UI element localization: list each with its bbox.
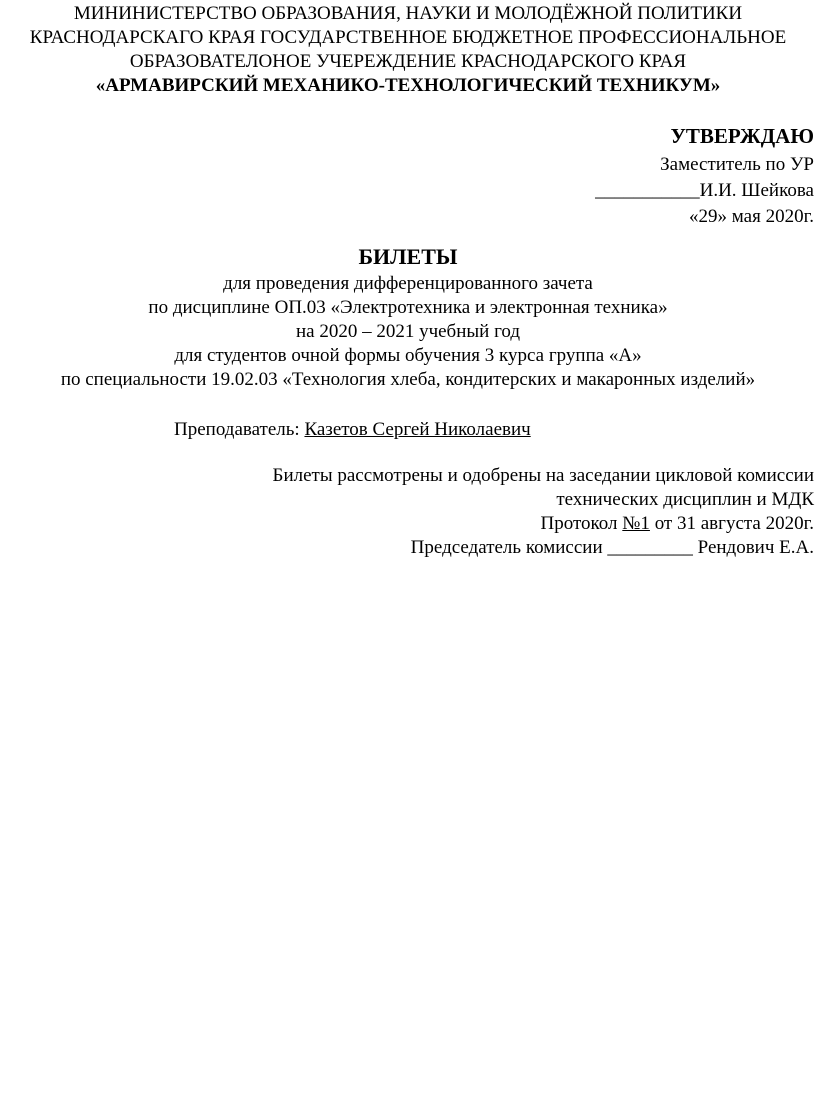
teacher-line xyxy=(174,418,531,442)
review-chairman: Председатель комиссии _________ Рендович Е.А. xyxy=(410,537,814,558)
header-college-name: «АРМАВИРСКИЙ МЕХАНИКО-ТЕХНОЛОГИЧЕСКИЙ ТЕХНИКУМ» xyxy=(95,75,721,96)
teacher-label: Преподаватель: xyxy=(174,419,305,440)
tickets-heading: БИЛЕТЫ xyxy=(358,244,458,269)
approval-date: «29» мая 2020г. xyxy=(689,206,814,227)
teacher-name: Казетов Сергей Николаевич xyxy=(304,419,531,440)
header-institution-line: ОБРАЗОВАТЕЛОНОЕ УЧЕРЕЖДЕНИЕ КРАСНОДАРСКОГО КРАЯ xyxy=(129,51,687,72)
tickets-academic-year: на 2020 – 2021 учебный год xyxy=(295,321,521,342)
review-protocol xyxy=(273,512,814,536)
tickets-specialty: по специальности 19.02.03 «Технология хлеба, кондитерских и макаронных изделий» xyxy=(60,369,756,390)
review-commission-name: технических дисциплин и МДК xyxy=(556,489,814,510)
header-ministry-line: МИНИНИСТЕРСТВО ОБРАЗОВАНИЯ, НАУКИ И МОЛОДЁЖНОЙ ПОЛИТИКИ xyxy=(73,3,743,24)
header-region-line: КРАСНОДАРСКАГО КРАЯ ГОСУДАРСТВЕННОЕ БЮДЖЕТНОЕ ПРОФЕССИОНАЛЬНОЕ xyxy=(29,27,787,48)
review-approval-text: Билеты рассмотрены и одобрены на заседании цикловой комиссии xyxy=(272,465,814,486)
approval-position: Заместитель по УР xyxy=(660,154,814,175)
institution-header xyxy=(0,2,816,98)
protocol-suffix: от 31 августа 2020г. xyxy=(649,513,814,534)
protocol-number: №1 xyxy=(622,513,650,534)
approval-title: УТВЕРЖДАЮ xyxy=(670,124,814,148)
tickets-title-block xyxy=(0,244,816,392)
review-block xyxy=(273,464,814,560)
tickets-students: для студентов очной формы обучения 3 курса группа «А» xyxy=(174,345,642,366)
approval-block xyxy=(595,122,814,230)
approval-signature: ___________И.И. Шейкова xyxy=(595,180,814,201)
protocol-prefix: Протокол xyxy=(540,513,623,534)
tickets-discipline: по дисциплине ОП.03 «Электротехника и электронная техника» xyxy=(148,297,668,318)
tickets-purpose: для проведения дифференцированного зачета xyxy=(223,273,593,294)
